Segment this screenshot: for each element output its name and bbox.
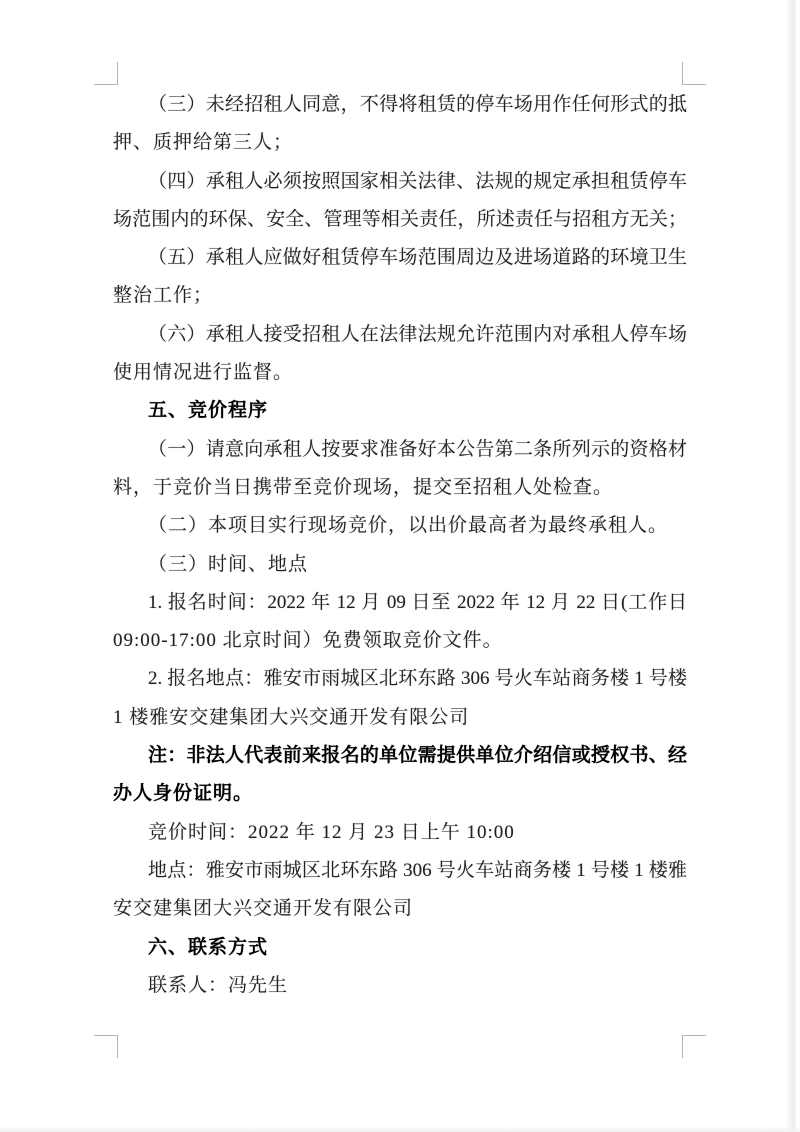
document-line: （四）承租人必须按照国家相关法律、法规的规定承担租赁停车 bbox=[148, 170, 687, 192]
document-line: 1. 报名时间：2022 年 12 月 09 日至 2022 年 12 月 22 日(工作日 bbox=[148, 591, 687, 613]
document-line: 办人身份证明。 bbox=[113, 783, 254, 805]
document-line: 注：非法人代表前来报名的单位需提供单位介绍信或授权书、经 bbox=[148, 745, 687, 767]
page-edge-bottom bbox=[0, 1126, 800, 1132]
document-line: 使用情况进行监督。 bbox=[113, 362, 294, 384]
crop-mark-bottom-right bbox=[682, 1035, 706, 1058]
document-body bbox=[113, 86, 687, 1005]
document-line: 09:00-17:00 北京时间）免费领取竞价文件。 bbox=[113, 630, 503, 652]
document-line: 安交建集团大兴交通开发有限公司 bbox=[113, 898, 414, 920]
document-line: 2. 报名地点：雅安市雨城区北环东路 306 号火车站商务楼 1 号楼 bbox=[148, 668, 687, 690]
document-line: （一）请意向承租人按要求准备好本公告第二条所列示的资格材 bbox=[148, 438, 687, 460]
document-line: 整治工作； bbox=[113, 285, 214, 307]
document-line: （三）时间、地点 bbox=[148, 553, 309, 575]
document-line: 竞价时间：2022 年 12 月 23 日上午 10:00 bbox=[148, 821, 515, 843]
document-line: （三）未经招租人同意，不得将租赁的停车场用作任何形式的抵 bbox=[148, 94, 687, 115]
document-line: （六）承租人接受招租人在法律法规允许范围内对承租人停车场 bbox=[148, 323, 687, 345]
document-line: 五、竞价程序 bbox=[148, 400, 269, 422]
document-line: 押、质押给第三人； bbox=[113, 132, 294, 154]
document-line: 地点：雅安市雨城区北环东路 306 号火车站商务楼 1 号楼 1 楼雅 bbox=[148, 859, 687, 881]
document-line: 1 楼雅安交建集团大兴交通开发有限公司 bbox=[113, 706, 470, 728]
page-edge-right bbox=[786, 0, 796, 1132]
document-line: （五）承租人应做好租赁停车场范围周边及进场道路的环境卫生 bbox=[148, 247, 687, 269]
document-line: 六、联系方式 bbox=[148, 936, 269, 958]
crop-mark-top-right bbox=[682, 62, 706, 85]
document-line: 料，于竞价当日携带至竞价现场，提交至招租人处检查。 bbox=[113, 476, 614, 498]
document-line: 联系人：冯先生 bbox=[148, 974, 289, 996]
document-line: （二）本项目实行现场竞价，以出价最高者为最终承租人。 bbox=[148, 515, 669, 537]
document-line: 场范围内的环保、安全、管理等相关责任，所述责任与招租方无关； bbox=[113, 208, 687, 230]
crop-mark-top-left bbox=[94, 62, 118, 85]
crop-mark-bottom-left bbox=[94, 1035, 118, 1058]
